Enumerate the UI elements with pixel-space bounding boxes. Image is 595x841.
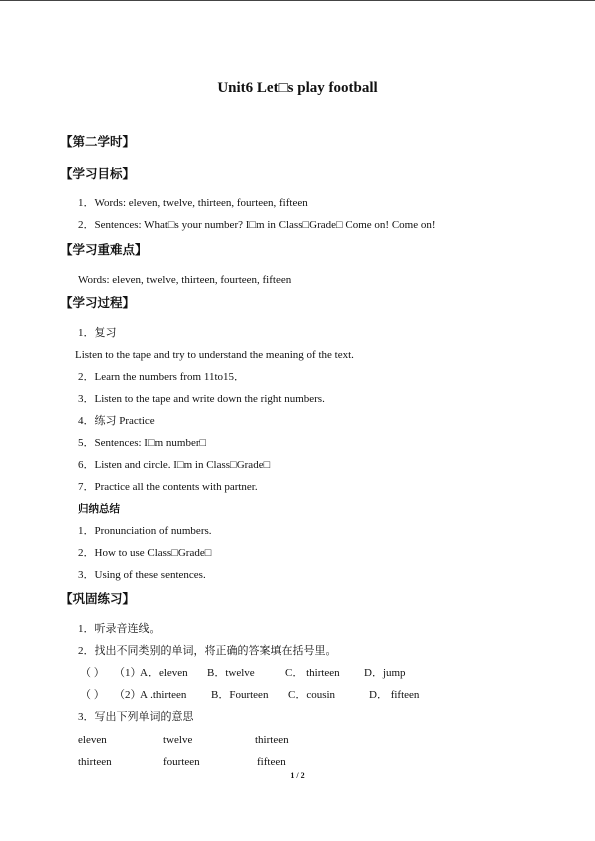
word-cell: thirteen <box>255 734 289 746</box>
process-item-5: 5．Sentences: I□m number□ <box>78 437 207 449</box>
mc-2-answer-blank[interactable]: （ ） <box>80 689 105 701</box>
page-top-rule <box>0 0 595 1</box>
summary-heading: 归纳总结 <box>78 503 120 515</box>
practice-item-1: 1．听录音连线。 <box>78 623 161 635</box>
heading-period: 【第二学时】 <box>60 134 136 149</box>
heading-process: 【学习过程】 <box>60 295 136 310</box>
mc-1-option-b: B．twelve <box>207 667 255 679</box>
mc-2-option-c: C．cousin <box>288 689 336 701</box>
heading-keypoints: 【学习重难点】 <box>60 242 148 257</box>
practice-item-3: 3．写出下列单词的意思 <box>78 711 194 723</box>
summary-item-3: 3．Using of these sentences. <box>78 569 206 581</box>
word-cell: eleven <box>78 734 107 746</box>
process-item-listen: Listen to the tape and try to understand the meaning of the text. <box>75 349 354 361</box>
mc-1-number: （1） <box>114 667 142 679</box>
word-cell: fourteen <box>163 756 200 768</box>
word-cell: fifteen <box>257 756 286 768</box>
mc-2-number: （2） <box>114 689 142 701</box>
objective-item-2: 2．Sentences: What□s your number? I□m in Class□Grade□ Come on! Come on! <box>78 219 436 231</box>
objective-item-1: 1．Words: eleven, twelve, thirteen, fourteen, fifteen <box>78 197 308 209</box>
process-item-3: 3．Listen to the tape and write down the right numbers. <box>78 393 325 405</box>
process-item-4: 4．练习 Practice <box>78 415 155 427</box>
process-item-2: 2．Learn the numbers from 11to15． <box>78 371 245 383</box>
heading-practice: 【巩固练习】 <box>60 591 136 606</box>
page-title: Unit6 Let□s play football <box>217 80 378 96</box>
practice-item-2: 2．找出不同类别的单词，将正确的答案填在括号里。 <box>78 645 337 657</box>
mc-1-option-d: D．jump <box>364 667 406 679</box>
process-item-7: 7．Practice all the contents with partner. <box>78 481 258 493</box>
mc-2-option-b: B．Fourteen <box>211 689 269 701</box>
mc-1-option-c: C． thirteen <box>285 667 340 679</box>
word-cell: twelve <box>163 734 193 746</box>
page-number: 1 / 2 <box>290 771 305 780</box>
word-cell: thirteen <box>78 756 112 768</box>
mc-1-answer-blank[interactable]: （ ） <box>80 667 105 679</box>
mc-1-option-a: A．eleven <box>140 667 188 679</box>
mc-2-option-a: A .thirteen <box>140 689 187 701</box>
process-item-6: 6．Listen and circle. I□m in Class□Grade□ <box>78 459 271 471</box>
summary-item-1: 1．Pronunciation of numbers. <box>78 525 212 537</box>
process-item-1: 1．复习 <box>78 327 117 339</box>
heading-objectives: 【学习目标】 <box>60 166 136 181</box>
keypoints-text: Words: eleven, twelve, thirteen, fourteen, fifteen <box>78 274 292 286</box>
summary-item-2: 2．How to use Class□Grade□ <box>78 547 212 559</box>
mc-2-option-d: D． fifteen <box>369 689 420 701</box>
